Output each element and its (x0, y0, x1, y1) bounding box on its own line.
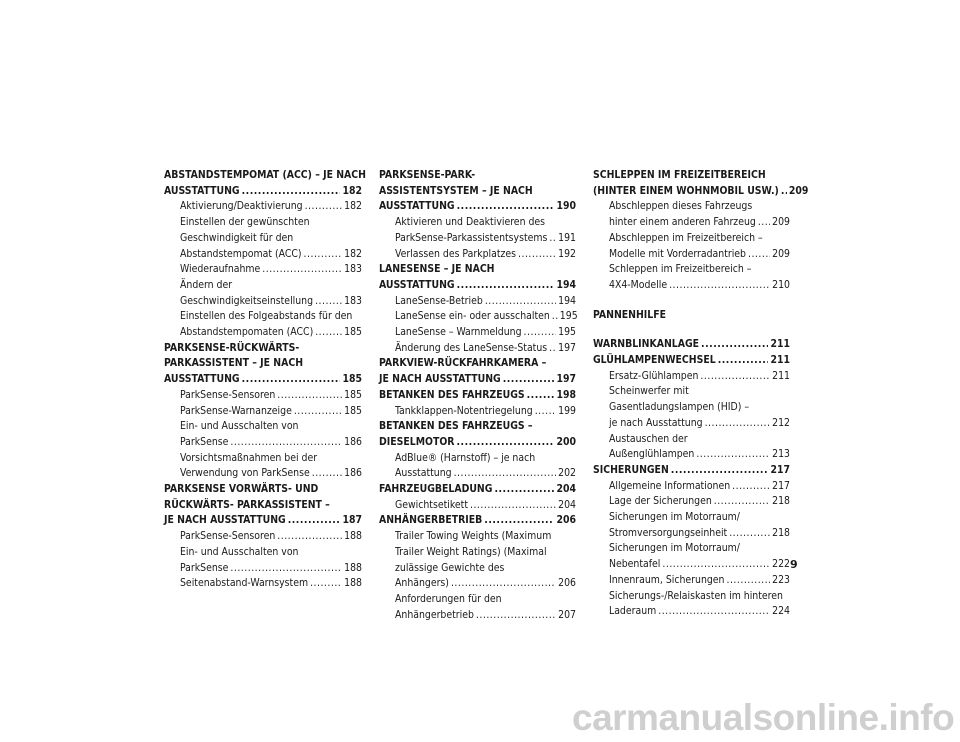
dot-leader (242, 372, 341, 388)
toc-entry-title: ParkSense-Sensoren (180, 388, 276, 401)
toc-page-number: 195 (558, 326, 576, 339)
dot-leader (729, 526, 770, 542)
toc-entry-line (379, 608, 576, 624)
dot-leader (732, 479, 770, 495)
toc-entry-line (593, 541, 790, 557)
toc-heading-line (379, 278, 576, 294)
toc-page-number: 200 (556, 435, 576, 448)
dot-leader (758, 215, 770, 231)
toc-entry-line (593, 247, 790, 263)
toc-entry-line (164, 231, 362, 247)
toc-page-number: 210 (772, 278, 790, 291)
toc-entry-title: Änderung des LaneSense-Status (395, 341, 548, 354)
toc-entry-title: Allgemeine Informationen (609, 479, 731, 492)
toc-entry-line (379, 309, 576, 325)
toc-page-number: 217 (772, 479, 790, 492)
toc-page-number: 188 (344, 561, 362, 574)
toc-entry-line (593, 494, 790, 510)
dot-leader (518, 247, 556, 263)
dot-leader (310, 576, 342, 592)
toc-entry-title: Geschwindigkeit für den (180, 231, 294, 244)
toc-entry-title: Gasentladungslampen (HID) – (609, 401, 750, 414)
toc-entry-line (164, 215, 362, 231)
toc-entry-title: WARNBLINKANLAGE (593, 338, 700, 351)
toc-entry-title: Ein- und Ausschalten von (180, 420, 299, 433)
toc-heading-line (379, 482, 576, 498)
toc-entry-title: Abstandstempomat (ACC) (180, 247, 302, 260)
toc-page-number: 204 (558, 498, 576, 511)
dot-leader (242, 184, 341, 200)
toc-entry-title: Abschleppen dieses Fahrzeugs (609, 200, 753, 213)
toc-entry-title: ParkSense (180, 561, 229, 574)
toc-heading-line (379, 435, 576, 451)
toc-heading-line (164, 482, 362, 498)
toc-page-number: 212 (772, 416, 790, 429)
dot-leader (315, 325, 342, 341)
toc-entry-title: Anhängers) (395, 577, 449, 590)
toc-entry-line (379, 294, 576, 310)
dot-leader (454, 466, 557, 482)
toc-entry-line (379, 215, 576, 231)
toc-entry-line (164, 199, 362, 215)
dot-leader (277, 529, 342, 545)
dot-leader (230, 561, 342, 577)
toc-page-number: 224 (772, 605, 790, 618)
toc-entry-line (164, 561, 362, 577)
toc-entry-title: PARKSENSE-PARK- (379, 169, 476, 181)
toc-entry-line (164, 529, 362, 545)
toc-entry-line (593, 557, 790, 573)
toc-entry-line (164, 247, 362, 263)
toc-entry-title: Abschleppen im Freizeitbereich – (609, 231, 763, 244)
toc-heading-line (379, 388, 576, 404)
toc-entry-title: Verlassen des Parkplatzes (395, 247, 517, 260)
dot-leader (230, 435, 342, 451)
toc-entry-title: Gewichtsetikett (395, 498, 468, 511)
dot-leader (312, 466, 342, 482)
dot-leader (476, 608, 556, 624)
toc-entry-title: PARKSENSE VORWÄRTS- UND (164, 483, 319, 496)
dot-leader (294, 404, 342, 420)
toc-entry-title: hinter einem anderen Fahrzeug (609, 216, 756, 229)
dot-leader (494, 482, 554, 498)
toc-page-number: 217 (770, 463, 790, 476)
dot-leader (669, 278, 770, 294)
toc-entry-title: AUSSTATTUNG (164, 184, 240, 197)
dot-leader (700, 369, 770, 385)
toc-heading-line (593, 353, 790, 369)
toc-entry-title: ParkSense (180, 435, 229, 448)
toc-entry-title: Ändern der (180, 278, 233, 291)
toc-entry-line (379, 592, 576, 608)
toc-page-number: 194 (558, 294, 576, 307)
dot-leader (552, 309, 558, 325)
dot-leader (671, 463, 769, 479)
toc-heading-line (593, 463, 790, 479)
toc-page-number: 198 (556, 388, 576, 401)
toc-entry-line (379, 451, 576, 467)
toc-entry-title: AdBlue® (Harnstoff) – je nach (395, 451, 536, 464)
toc-heading-line (379, 513, 576, 529)
toc-heading-line (379, 372, 576, 388)
toc-entry-line (379, 247, 576, 263)
toc-entry-line (164, 309, 362, 325)
dot-leader (549, 341, 556, 357)
section-gap (593, 294, 790, 308)
toc-entry-line (593, 262, 790, 278)
toc-page-number: 190 (556, 200, 576, 213)
toc-heading-line (593, 308, 790, 324)
toc-entry-title: ANHÄNGERBETRIEB (379, 514, 483, 527)
toc-entry-title: Ein- und Ausschalten von (180, 545, 299, 558)
toc-entry-title: Verwendung von ParkSense (180, 467, 310, 480)
dot-leader (662, 557, 770, 573)
toc-page-number: 195 (559, 310, 578, 323)
toc-entry-title: LANESENSE – JE NACH (379, 263, 495, 276)
toc-entry-title: Einstellen des Folgeabstands für den (180, 310, 353, 323)
toc-page-number: 186 (344, 467, 362, 480)
toc-entry-title: Nebentafel (609, 558, 661, 571)
toc-entry-title: FAHRZEUGBELADUNG (379, 483, 493, 496)
toc-entry-title: SICHERUNGEN (593, 463, 669, 476)
toc-page-number: 213 (772, 448, 790, 461)
toc-heading-line (379, 168, 576, 184)
toc-entry-title: PANNENHILFE (593, 308, 667, 321)
toc-entry-title: JE NACH AUSSTATTUNG (164, 514, 286, 527)
toc-entry-title: Sicherungen im Motorraum/ (609, 511, 740, 524)
toc-entry-title: PARKSENSE-RÜCKWÄRTS- (164, 341, 300, 354)
dot-leader (726, 573, 770, 589)
dot-leader (456, 435, 554, 451)
toc-entry-line (379, 325, 576, 341)
toc-entry-line (379, 529, 576, 545)
toc-entry-line (164, 451, 362, 467)
toc-heading-line (164, 513, 362, 529)
toc-heading-line (593, 168, 790, 184)
toc-heading-line (164, 341, 362, 357)
toc-page-number: 223 (772, 573, 790, 586)
toc-entry-line (593, 231, 790, 247)
toc-entry-title: ABSTANDSTEMPOMAT (ACC) – JE NACH (164, 169, 366, 181)
toc-heading-line (164, 356, 362, 372)
toc-page-number: 197 (556, 373, 576, 386)
toc-entry-line (164, 545, 362, 561)
toc-entry-title: 4X4-Modelle (609, 278, 668, 291)
toc-entry-line (164, 278, 362, 294)
dot-leader (484, 513, 554, 529)
toc-page-number: 222 (772, 558, 790, 571)
toc-entry-line (164, 294, 362, 310)
toc-page-number: 192 (558, 247, 576, 260)
toc-page-number: 188 (344, 530, 362, 543)
toc-entry-title: Innenraum, Sicherungen (609, 573, 725, 586)
dot-leader (718, 353, 769, 369)
dot-leader (485, 294, 556, 310)
toc-heading-line (164, 498, 362, 514)
dot-leader (304, 247, 343, 263)
toc-column-2 (379, 168, 576, 623)
toc-entry-title: Abstandstempomaten (ACC) (180, 326, 314, 339)
toc-page-number: 197 (558, 341, 576, 354)
toc-entry-title: Sicherungen im Motorraum/ (609, 542, 740, 555)
toc-page-number: 182 (344, 247, 362, 260)
dot-leader (457, 199, 555, 215)
toc-heading-line (379, 419, 576, 435)
toc-entry-line (593, 573, 790, 589)
toc-entry-title: AUSSTATTUNG (379, 200, 455, 213)
toc-entry-title: LaneSense ein- oder ausschalten (395, 310, 550, 323)
toc-page-number: 211 (772, 369, 790, 382)
toc-entry-title: RÜCKWÄRTS- PARKASSISTENT – (164, 498, 330, 511)
toc-entry-title: Lage der Sicherungen (609, 495, 712, 508)
toc-entry-title: je nach Ausstattung (609, 416, 703, 429)
toc-heading-line (379, 184, 576, 200)
toc-heading-line (164, 372, 362, 388)
toc-entry-title: AUSSTATTUNG (379, 278, 455, 291)
page-number: 9 (790, 558, 798, 571)
toc-entry-line (379, 341, 576, 357)
toc-entry-line (379, 404, 576, 420)
toc-entry-line (379, 545, 576, 561)
toc-entry-title: Vorsichtsmaßnahmen bei der (180, 451, 318, 464)
toc-entry-title: PARKVIEW-RÜCKFAHRKAMERA – (379, 357, 547, 370)
toc-entry-line (593, 604, 790, 620)
toc-entry-line (164, 404, 362, 420)
toc-entry-line (164, 435, 362, 451)
dot-leader (535, 404, 556, 420)
dot-leader (714, 494, 770, 510)
toc-page-number: 199 (558, 404, 576, 417)
dot-leader (262, 262, 342, 278)
toc-entry-line (593, 432, 790, 448)
toc-entry-title: ParkSense-Parkassistentsystems (395, 231, 548, 244)
toc-entry-title: ParkSense-Warnanzeige (180, 404, 292, 417)
toc-entry-title: Anhängerbetrieb (395, 608, 474, 621)
toc-entry-line (164, 325, 362, 341)
toc-entry-line (379, 561, 576, 577)
toc-entry-line (593, 589, 790, 605)
toc-entry-line (593, 416, 790, 432)
toc-entry-line (593, 384, 790, 400)
toc-entry-title: Stromversorgungseinheit (609, 526, 728, 539)
toc-heading-line (164, 184, 362, 200)
toc-page-number: 182 (342, 184, 362, 197)
toc-entry-title: Tankklappen-Notentriegelung (395, 404, 533, 417)
toc-entry-title: Schleppen im Freizeitbereich – (609, 263, 752, 276)
toc-entry-title: BETANKEN DES FAHRZEUGS (379, 388, 525, 401)
toc-entry-title: ASSISTENTSYSTEM – JE NACH (379, 184, 533, 197)
toc-page-number: 185 (344, 388, 362, 401)
toc-entry-line (593, 199, 790, 215)
dot-leader (305, 199, 343, 215)
dot-leader (524, 325, 557, 341)
toc-heading-line (379, 199, 576, 215)
toc-entry-title: Anforderungen für den (395, 592, 502, 605)
toc-page-number: 183 (344, 263, 362, 276)
toc-entry-title: Seitenabstand-Warnsystem (180, 577, 309, 590)
dot-leader (658, 604, 770, 620)
toc-heading-line (593, 184, 809, 200)
dot-leader (781, 184, 787, 200)
toc-entry-line (164, 576, 362, 592)
toc-entry-line (593, 510, 790, 526)
toc-entry-line (379, 231, 576, 247)
toc-page-number: 185 (342, 373, 362, 386)
toc-heading-line (379, 262, 576, 278)
toc-page-number: 211 (770, 338, 790, 351)
toc-entry-title: Scheinwerfer mit (609, 385, 689, 398)
dot-leader (457, 278, 555, 294)
toc-entry-title: Außenglühlampen (609, 448, 695, 461)
toc-page-number: 187 (342, 514, 362, 527)
toc-page-number: 183 (344, 294, 362, 307)
toc-entry-title: SCHLEPPEN IM FREIZEITBEREICH (593, 169, 766, 181)
toc-page-number: 207 (558, 608, 576, 621)
toc-page-number: 204 (556, 483, 576, 496)
toc-entry-title: PARKASSISTENT – JE NACH (164, 357, 304, 370)
toc-entry-line (593, 400, 790, 416)
toc-entry-title: Ersatz-Glühlampen (609, 369, 699, 382)
toc-entry-title: DIESELMOTOR (379, 435, 455, 448)
toc-page-number: 218 (772, 495, 790, 508)
toc-entry-line (593, 215, 790, 231)
toc-entry-line (379, 576, 576, 592)
dot-leader (549, 231, 556, 247)
toc-entry-line (379, 498, 576, 514)
dot-leader (470, 498, 556, 514)
toc-entry-title: Aktivieren und Deaktivieren des (395, 216, 546, 229)
dot-leader (451, 576, 556, 592)
dot-leader (277, 388, 342, 404)
toc-entry-title: JE NACH AUSSTATTUNG (379, 373, 501, 386)
toc-entry-line (593, 447, 790, 463)
toc-entry-title: LaneSense – Warnmeldung (395, 326, 522, 339)
toc-page-number: 188 (344, 577, 362, 590)
toc-entry-line (164, 388, 362, 404)
toc-entry-title: LaneSense-Betrieb (395, 294, 483, 307)
toc-entry-title: zulässige Gewichte des (395, 561, 505, 574)
toc-entry-line (593, 479, 790, 495)
toc-entry-title: Austauschen der (609, 432, 688, 445)
toc-page-number: 218 (772, 526, 790, 539)
toc-page-number: 194 (556, 278, 576, 291)
toc-page-number: 202 (558, 467, 576, 480)
toc-page-number: 185 (344, 326, 362, 339)
toc-entry-title: Trailer Towing Weights (Maximum (395, 530, 552, 543)
toc-page-number: 211 (770, 354, 790, 367)
toc-entry-title: (HINTER EINEM WOHNMOBIL USW.) (593, 184, 779, 197)
toc-column-3 (593, 168, 809, 620)
dot-leader (527, 388, 555, 404)
toc-entry-title: Aktivierung/Deaktivierung (180, 200, 303, 213)
dot-leader (288, 513, 341, 529)
toc-entry-line (593, 278, 790, 294)
toc-entry-title: Sicherungs-/Relaiskasten im hinteren (609, 589, 783, 602)
toc-entry-title: Geschwindigkeitseinstellung (180, 294, 314, 307)
toc-entry-title: Wiederaufnahme (180, 263, 261, 276)
toc-page-number: 209 (788, 184, 809, 197)
toc-page-number: 185 (344, 404, 362, 417)
toc-page-number: 191 (558, 231, 576, 244)
watermark-logo: carmanualsonline.info (572, 697, 955, 738)
toc-entry-title: Einstellen der gewünschten (180, 216, 310, 229)
toc-page-number: 206 (556, 514, 576, 527)
toc-entry-title: Trailer Weight Ratings) (Maximal (395, 545, 547, 558)
toc-column-1 (164, 168, 366, 592)
toc-entry-title: ParkSense-Sensoren (180, 530, 276, 543)
section-gap (593, 323, 790, 337)
toc-entry-title: BETANKEN DES FAHRZEUGS – (379, 420, 533, 433)
toc-page-number: 206 (558, 577, 576, 590)
dot-leader (701, 337, 768, 353)
toc-entry-title: Modelle mit Vorderradantrieb (609, 247, 746, 260)
toc-entry-line (164, 466, 362, 482)
toc-heading-line (379, 356, 576, 372)
dot-leader (705, 416, 771, 432)
dot-leader (748, 247, 770, 263)
toc-entry-title: GLÜHLAMPENWECHSEL (593, 354, 716, 367)
toc-entry-line (164, 419, 362, 435)
toc-entry-title: Ausstattung (395, 467, 452, 480)
toc-entry-title: AUSSTATTUNG (164, 373, 240, 386)
toc-heading-line (164, 168, 366, 184)
toc-page-number: 209 (772, 216, 790, 229)
toc-entry-line (379, 466, 576, 482)
toc-page-number: 182 (344, 200, 362, 213)
toc-entry-line (593, 526, 790, 542)
dot-leader (696, 447, 770, 463)
dot-leader (503, 372, 555, 388)
dot-leader (315, 294, 342, 310)
toc-entry-line (164, 262, 362, 278)
toc-entry-line (593, 369, 790, 385)
toc-entry-title: Laderaum (609, 605, 657, 618)
toc-heading-line (593, 337, 790, 353)
toc-page-number: 186 (344, 435, 362, 448)
toc-page-number: 209 (772, 247, 790, 260)
